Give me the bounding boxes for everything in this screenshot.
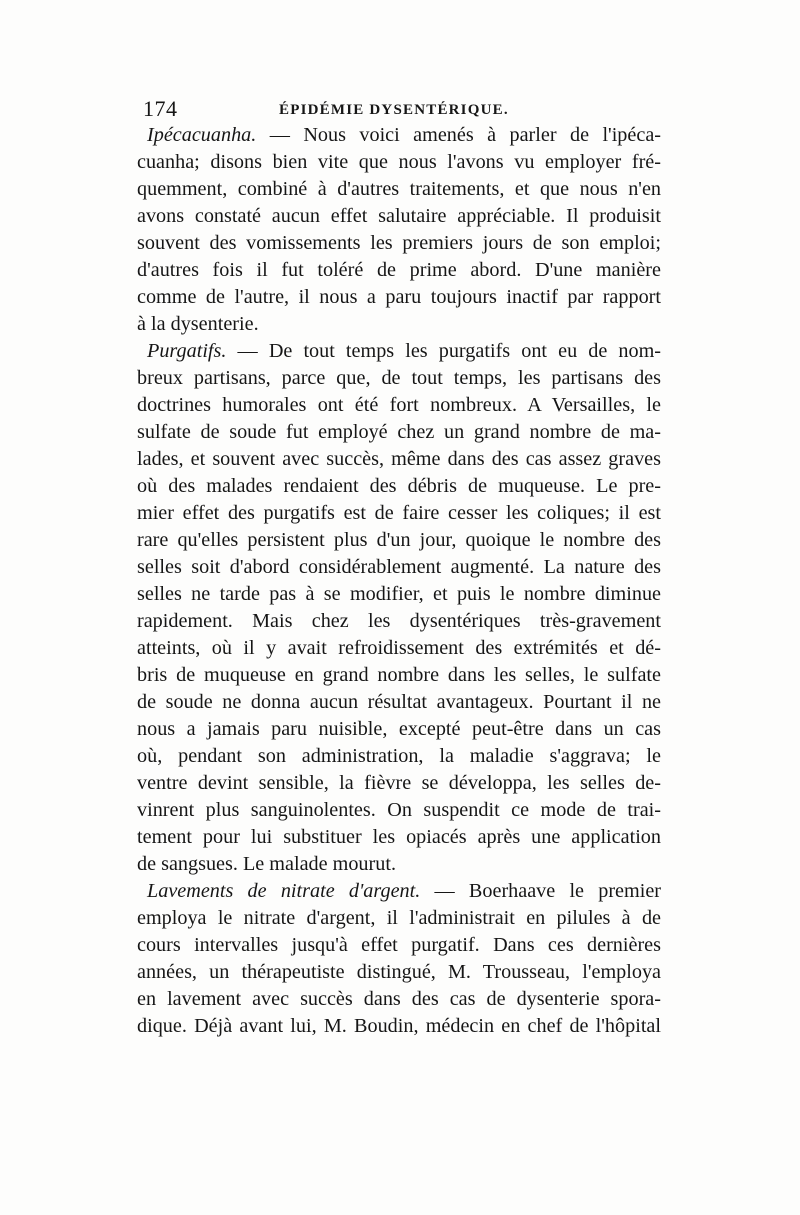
text-line: mier effet des purgatifs est de faire cesser les coliques; il est [137,502,661,524]
text-line: à la dysenterie. [137,313,259,335]
text-line: Purgatifs. — De tout temps les purgatifs ont eu de nom- [147,340,661,362]
text-line: employa le nitrate d'argent, il l'administrait en pilules à de [137,907,661,929]
text-line: cuanha; disons bien vite que nous l'avons vu employer fré- [137,151,661,173]
paragraph-lead: Ipécacuanha. [147,124,257,146]
text-line: nous a jamais paru nuisible, excepté peut-être dans un cas [137,718,661,740]
text-line: où, pendant son administration, la maladie s'aggrava; le [137,745,661,767]
text-line: rapidement. Mais chez les dysentériques très-gravement [137,610,661,632]
text-line: sulfate de soude fut employé chez un grand nombre de ma- [137,421,661,443]
page-number: 174 [143,96,178,121]
paragraph-lavements [137,878,661,1040]
text-line: ventre devint sensible, la fièvre se développa, les selles de- [137,772,661,794]
text-line: Lavements de nitrate d'argent. — Boerhaave le premier [147,880,662,902]
text-line: atteints, où il y avait refroidissement des extrémités et dé- [137,637,661,659]
text-line: cours intervalles jusqu'à effet purgatif. Dans ces dernières [137,934,661,956]
text-line: selles ne tarde pas à se modifier, et puis le nombre diminue [137,583,661,605]
running-head: ÉPIDÉMIE DYSENTÉRIQUE. [279,102,509,118]
text-line: tement pour lui substituer les opiacés après une application [137,826,661,848]
text-line: bris de muqueuse en grand nombre dans les selles, le sulfate [137,664,661,686]
paragraph-lead: Purgatifs. [147,340,227,362]
text-line: quemment, combiné à d'autres traitements, et que nous n'en [137,178,661,200]
text-line: d'autres fois il fut toléré de prime abord. D'une manière [137,259,661,281]
text-line: années, un thérapeutiste distingué, M. Trousseau, l'employa [137,961,661,983]
text-line: où des malades rendaient des débris de muqueuse. Le pre- [137,475,661,497]
text-line: comme de l'autre, il nous a paru toujours inactif par rapport [137,286,661,308]
text-line: de soude ne donna aucun résultat avantageux. Pourtant il ne [137,691,661,713]
text-line: breux partisans, parce que, de tout temps, les partisans des [137,367,661,389]
text-line: vinrent plus sanguinolentes. On suspendit ce mode de trai- [137,799,661,821]
text-line: en lavement avec succès dans des cas de dysenterie spora- [137,988,661,1010]
page-header [143,96,661,122]
text-line: de sangsues. Le malade mourut. [137,853,396,875]
paragraph-ipecacuanha [137,122,661,338]
paragraph-purgatifs [137,338,661,878]
text-line: doctrines humorales ont été fort nombreux. A Versailles, le [137,394,661,416]
text-line: rare qu'elles persistent plus d'un jour, quoique le nombre des [137,529,661,551]
text-line: avons constaté aucun effet salutaire appréciable. Il produisit [137,205,661,227]
text-line: lades, et souvent avec succès, même dans des cas assez graves [137,448,661,470]
text-line: souvent des vomissements les premiers jours de son emploi; [137,232,661,254]
body-text [137,122,661,1040]
text-line: Ipécacuanha. — Nous voici amenés à parler de l'ipéca- [147,124,662,146]
text-line: dique. Déjà avant lui, M. Boudin, médecin en chef de l'hôpital [137,1015,661,1037]
paragraph-lead: Lavements de nitrate d'argent. [147,880,421,902]
text-line: selles soit d'abord considérablement augmenté. La nature des [137,556,661,578]
